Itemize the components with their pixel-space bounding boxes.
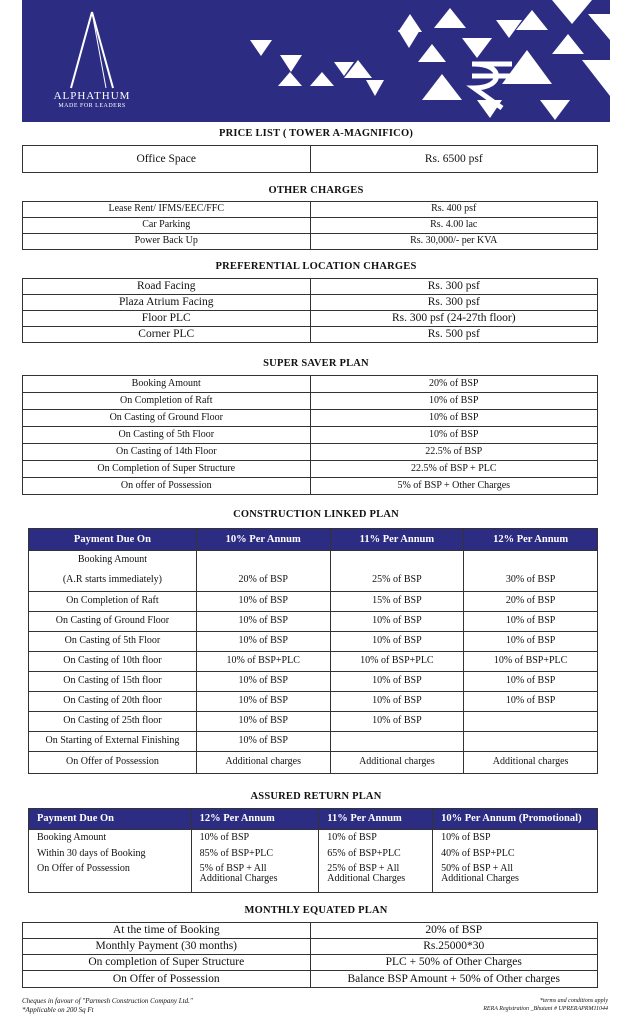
price-value: Rs. 6500 psf xyxy=(310,146,598,173)
footer-left xyxy=(22,997,193,1015)
stage-value: 10% of BSP+PLC xyxy=(196,652,330,672)
plc-title: PREFERENTIAL LOCATION CHARGES xyxy=(215,261,417,272)
table-header-row xyxy=(29,809,598,830)
table-row xyxy=(23,376,598,393)
plc-value: Rs. 300 psf xyxy=(310,295,598,311)
stage-value: 20% of BSP xyxy=(310,923,598,939)
table-row xyxy=(23,393,598,410)
stage-label: On Offer of Possession xyxy=(29,752,197,774)
price-label: Office Space xyxy=(23,146,311,173)
other-charges-table xyxy=(22,201,598,250)
charge-value: Rs. 30,000/- per KVA xyxy=(310,234,598,250)
stage-value: 25% of BSP xyxy=(330,570,464,592)
table-row xyxy=(23,939,598,955)
stage-label: On Casting of 25th floor xyxy=(29,712,197,732)
stage-value: 10% of BSP xyxy=(464,632,598,652)
stage-label: On Casting of 10th floor xyxy=(29,652,197,672)
clp-table xyxy=(28,528,598,774)
table-row xyxy=(29,830,598,847)
charge-value: Rs. 4.00 lac xyxy=(310,218,598,234)
stage-value xyxy=(464,712,598,732)
stage-value: 10% of BSP xyxy=(330,692,464,712)
stage-label: Within 30 days of Booking xyxy=(29,847,192,863)
clp-title: CONSTRUCTION LINKED PLAN xyxy=(233,509,399,520)
stage-value: PLC + 50% of Other Charges xyxy=(310,955,598,971)
table-row xyxy=(23,478,598,495)
table-row xyxy=(23,444,598,461)
table-row xyxy=(23,279,598,295)
table-row xyxy=(23,971,598,988)
brand-name: ALPHATHUM xyxy=(53,90,131,102)
stage-value: Additional charges xyxy=(464,752,598,774)
charge-label: Lease Rent/ IFMS/EEC/FFC xyxy=(23,202,311,218)
value-line: Additional Charges xyxy=(327,873,406,884)
stage-value: 10% of BSP xyxy=(196,692,330,712)
stage-value xyxy=(191,863,319,893)
price-list-title: PRICE LIST ( TOWER A-MAGNIFICO) xyxy=(218,128,414,139)
stage-value: 85% of BSP+PLC xyxy=(191,847,319,863)
stage-value: 10% of BSP+PLC xyxy=(464,652,598,672)
value-line: 25% of BSP + All xyxy=(327,862,400,874)
stage-label: On Starting of External Finishing xyxy=(29,732,197,752)
column-header: Payment Due On xyxy=(29,529,197,551)
stage-value xyxy=(330,732,464,752)
column-header: 10% Per Annum xyxy=(196,529,330,551)
stage-label: On Casting of 5th Floor xyxy=(23,427,311,444)
table-row xyxy=(23,295,598,311)
table-row xyxy=(23,327,598,343)
column-header: 10% Per Annum (Promotional) xyxy=(433,809,598,830)
super-saver-title: SUPER SAVER PLAN xyxy=(263,358,369,369)
stage-label: On Casting of Ground Floor xyxy=(29,612,197,632)
terms-note: *terms and conditions apply xyxy=(539,998,608,1004)
stage-value: 10% of BSP xyxy=(330,712,464,732)
stage-value: 10% of BSP xyxy=(310,393,598,410)
table-header-row xyxy=(29,529,598,551)
stage-value: 10% of BSP+PLC xyxy=(330,652,464,672)
stage-label: Booking Amount xyxy=(29,551,197,570)
header-banner xyxy=(22,0,610,122)
cheque-note: Cheques in favour of "Parmesh Construction Company Ltd." xyxy=(22,997,193,1005)
applicable-note: *Applicable on 200 Sq Ft xyxy=(22,1005,94,1014)
table-row xyxy=(29,732,598,752)
table-row xyxy=(29,551,598,570)
stage-label: On Completion of Raft xyxy=(23,393,311,410)
table-row xyxy=(29,632,598,652)
stage-value: 10% of BSP xyxy=(319,830,433,847)
charge-value: Rs. 400 psf xyxy=(310,202,598,218)
stage-value xyxy=(464,732,598,752)
stage-value: 10% of BSP xyxy=(330,632,464,652)
brand-tagline: MADE FOR LEADERS xyxy=(58,103,126,109)
table-row xyxy=(23,923,598,939)
charge-label: Car Parking xyxy=(23,218,311,234)
table-row xyxy=(29,863,598,893)
stage-value: 10% of BSP xyxy=(464,692,598,712)
table-row xyxy=(29,712,598,732)
stage-label: On Casting of Ground Floor xyxy=(23,410,311,427)
table-row xyxy=(23,202,598,218)
stage-label: On Casting of 15th floor xyxy=(29,672,197,692)
other-charges-title: OTHER CHARGES xyxy=(268,185,364,196)
charge-label: Power Back Up xyxy=(23,234,311,250)
stage-value: 10% of BSP xyxy=(330,672,464,692)
footer-right xyxy=(483,997,608,1013)
plc-label: Road Facing xyxy=(23,279,311,295)
stage-label: On Completion of Super Structure xyxy=(23,461,311,478)
table-row xyxy=(29,692,598,712)
table-row xyxy=(23,955,598,971)
price-list-table xyxy=(22,145,598,173)
stage-value: 10% of BSP xyxy=(464,672,598,692)
stage-value: 10% of BSP xyxy=(433,830,598,847)
table-row xyxy=(29,752,598,774)
stage-label: Booking Amount xyxy=(29,830,192,847)
stage-value: 65% of BSP+PLC xyxy=(319,847,433,863)
plc-value: Rs. 300 psf xyxy=(310,279,598,295)
plc-label: Corner PLC xyxy=(23,327,311,343)
table-row xyxy=(23,146,598,173)
stage-value: 10% of BSP xyxy=(191,830,319,847)
stage-label: On Casting of 14th Floor xyxy=(23,444,311,461)
stage-value: 10% of BSP xyxy=(330,612,464,632)
column-header: 11% Per Annum xyxy=(330,529,464,551)
plc-value: Rs. 300 psf (24-27th floor) xyxy=(310,311,598,327)
stage-value: Additional charges xyxy=(196,752,330,774)
stage-value: 22.5% of BSP xyxy=(310,444,598,461)
stage-label: At the time of Booking xyxy=(23,923,311,939)
stage-value xyxy=(319,863,433,893)
table-row xyxy=(29,570,598,592)
stage-value: 10% of BSP xyxy=(310,427,598,444)
stage-value: 40% of BSP+PLC xyxy=(433,847,598,863)
plc-label: Floor PLC xyxy=(23,311,311,327)
arp-table xyxy=(28,808,598,893)
mep-title: MONTHLY EQUATED PLAN xyxy=(244,905,388,916)
stage-value: Additional charges xyxy=(330,752,464,774)
stage-value: 10% of BSP xyxy=(196,732,330,752)
rera-note: RERA Registration _Bhutani # UPRERAPRM11044 xyxy=(483,1006,608,1013)
table-row xyxy=(29,612,598,632)
table-row xyxy=(23,410,598,427)
stage-note: (A.R starts immediately) xyxy=(29,570,197,592)
triangle-pattern-icon xyxy=(22,0,610,122)
table-row xyxy=(29,592,598,612)
stage-value: 20% of BSP xyxy=(196,570,330,592)
arp-title: ASSURED RETURN PLAN xyxy=(250,791,382,802)
stage-label: On completion of Super Structure xyxy=(23,955,311,971)
table-row xyxy=(23,311,598,327)
stage-value: 10% of BSP xyxy=(464,612,598,632)
stage-label: On Offer of Possession xyxy=(23,971,311,988)
stage-value: 5% of BSP + Other Charges xyxy=(310,478,598,495)
table-row xyxy=(29,672,598,692)
stage-value: 15% of BSP xyxy=(330,592,464,612)
stage-value: 10% of BSP xyxy=(196,712,330,732)
table-row xyxy=(23,234,598,250)
stage-label: On Casting of 5th Floor xyxy=(29,632,197,652)
stage-value: 10% of BSP xyxy=(196,612,330,632)
table-row xyxy=(23,427,598,444)
table-row xyxy=(29,652,598,672)
stage-value: Rs.25000*30 xyxy=(310,939,598,955)
stage-label: Booking Amount xyxy=(23,376,311,393)
column-header: 12% Per Annum xyxy=(464,529,598,551)
stage-label: On offer of Possession xyxy=(23,478,311,495)
stage-value: 30% of BSP xyxy=(464,570,598,592)
plc-value: Rs. 500 psf xyxy=(310,327,598,343)
stage-value: 10% of BSP xyxy=(196,592,330,612)
stage-value xyxy=(433,863,598,893)
plc-table xyxy=(22,278,598,343)
value-line: 5% of BSP + All xyxy=(199,862,267,874)
plc-label: Plaza Atrium Facing xyxy=(23,295,311,311)
stage-value: Balance BSP Amount + 50% of Other charges xyxy=(310,971,598,988)
value-line: Additional Charges xyxy=(441,873,519,884)
column-header: Payment Due On xyxy=(29,809,192,830)
column-header: 11% Per Annum xyxy=(319,809,433,830)
table-row xyxy=(23,461,598,478)
stage-value: 10% of BSP xyxy=(196,672,330,692)
table-row xyxy=(23,218,598,234)
stage-value: 20% of BSP xyxy=(464,592,598,612)
stage-value: 22.5% of BSP + PLC xyxy=(310,461,598,478)
rupee-icon xyxy=(466,58,518,110)
stage-value: 10% of BSP xyxy=(310,410,598,427)
value-line: 50% of BSP + All xyxy=(441,862,514,874)
stage-value: 10% of BSP xyxy=(196,632,330,652)
stage-label: On Completion of Raft xyxy=(29,592,197,612)
value-line: Additional Charges xyxy=(199,873,278,884)
stage-value: 20% of BSP xyxy=(310,376,598,393)
mep-table xyxy=(22,922,598,988)
column-header: 12% Per Annum xyxy=(191,809,319,830)
stage-label: On Casting of 20th floor xyxy=(29,692,197,712)
super-saver-table xyxy=(22,375,598,495)
table-row xyxy=(29,847,598,863)
stage-label: On Offer of Possession xyxy=(29,863,192,893)
stage-label: Monthly Payment (30 months) xyxy=(23,939,311,955)
